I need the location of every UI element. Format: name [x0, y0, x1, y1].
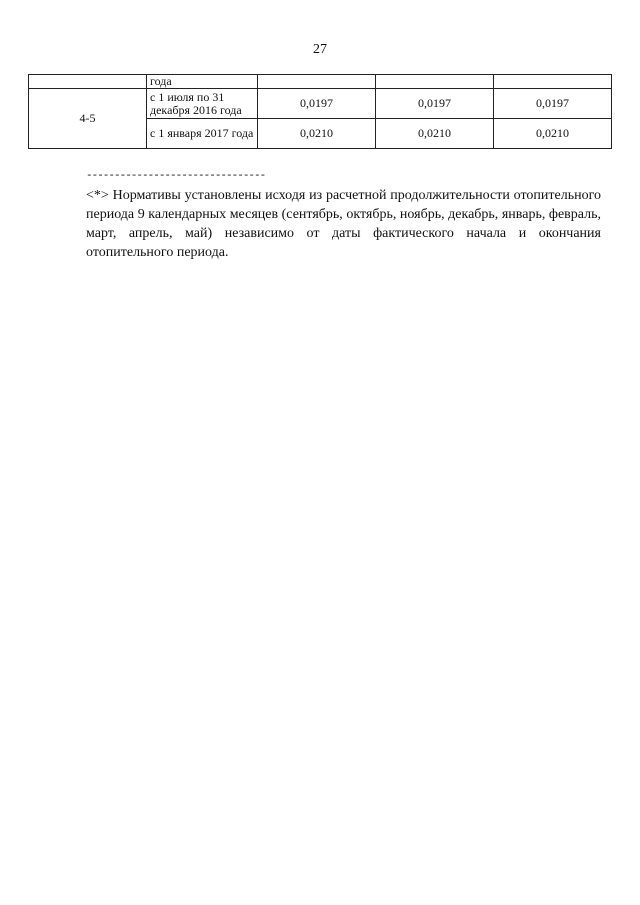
value-cell: 0,0197: [494, 89, 612, 119]
page-number: 27: [313, 42, 327, 57]
footnote-separator: --------------------------------: [86, 170, 266, 182]
footnote-text: <*> Нормативы установлены исходя из расчетной продолжительности отопительного периода 9 календарных месяцев (сентябрь, октябрь, ноябрь, декабрь, январь, февраль, март, апрель, май) независимо от даты фактического начала и окончания отопительного периода.: [86, 188, 601, 260]
period-cell: с 1 января 2017 года: [147, 119, 258, 149]
table-row: [29, 89, 612, 119]
table-cell-empty: [494, 75, 612, 89]
period-cell: года: [147, 75, 258, 89]
value-cell: 0,0210: [494, 119, 612, 149]
table-cell-empty: [258, 75, 376, 89]
value-cell: 0,0197: [258, 89, 376, 119]
value-cell: 0,0197: [376, 89, 494, 119]
period-cell: с 1 июля по 31 декабря 2016 года: [147, 89, 258, 119]
value-cell: 0,0210: [258, 119, 376, 149]
table-row: [29, 75, 612, 89]
table-cell-empty: [376, 75, 494, 89]
table-cell-empty: [29, 75, 147, 89]
group-number-cell: 4-5: [29, 89, 147, 149]
norms-table: [28, 74, 612, 149]
value-cell: 0,0210: [376, 119, 494, 149]
